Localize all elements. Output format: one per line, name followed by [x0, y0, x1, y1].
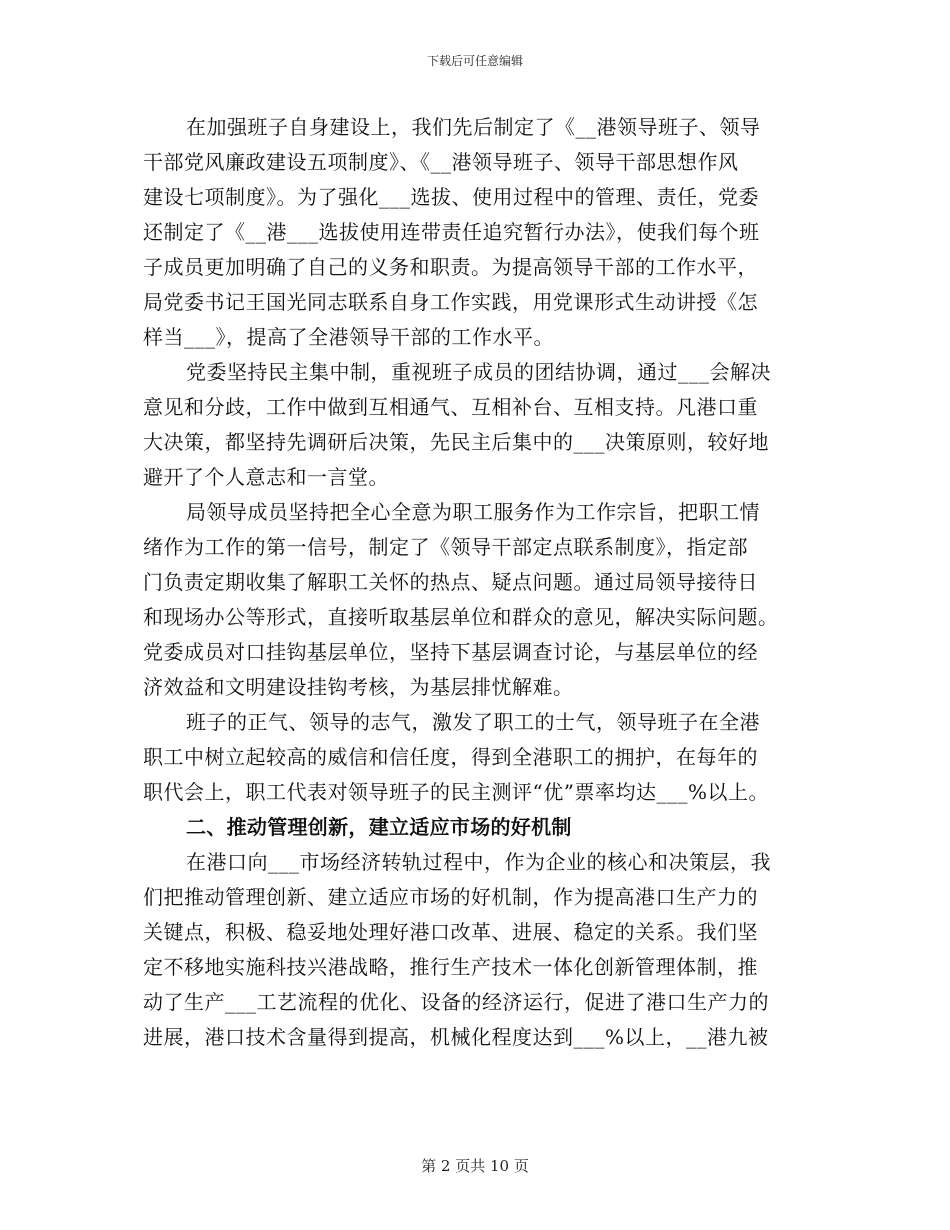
- text-line: 关键点，积极、稳妥地处理好港口改革、进展、稳定的关系。我们坚: [143, 920, 758, 944]
- text-line: 局党委书记王国光同志联系自身工作实践，用党课形式生动讲授《怎: [143, 290, 758, 314]
- text-line: 党委成员对口挂钩基层单位，坚持下基层调查讨论，与基层单位的经: [143, 640, 758, 664]
- text-line: 定不移地实施科技兴港战略，推行生产技术一体化创新管理体制，推: [143, 955, 758, 979]
- text-line: 在港口向___市场经济转轨过程中，作为企业的核心和决策层，我: [186, 850, 771, 874]
- text-line: 样当___》，提高了全港领导干部的工作水平。: [143, 325, 554, 349]
- text-line: 在加强班子自身建设上，我们先后制定了《__港领导班子、领导: [186, 115, 761, 139]
- text-line: 党委坚持民主集中制，重视班子成员的团结协调，通过___会解决: [186, 360, 771, 384]
- text-line: 建设七项制度》。为了强化___选拔、使用过程中的管理、责任，党委: [143, 185, 759, 209]
- document-body: [143, 110, 823, 1055]
- text-line: 进展，港口技术含量得到提高，机械化程度达到___%以上，__港九被: [143, 1025, 769, 1049]
- text-line: 绪作为工作的第一信号，制定了《领导干部定点联系制度》，指定部: [143, 535, 748, 559]
- text-line: 干部党风廉政建设五项制度》、《__港领导班子、领导干部思想作风: [143, 150, 739, 174]
- text-line: 职工中树立起较高的威信和信任度，得到全港职工的拥护，在每年的: [143, 745, 758, 769]
- text-line: 大决策，都坚持先调研后决策，先民主后集中的___决策原则，较好地: [143, 430, 769, 454]
- text-line: 济效益和文明建设挂钩考核，为基层排忧解难。: [143, 675, 574, 699]
- text-line: 局领导成员坚持把全心全意为职工服务作为工作宗旨，把职工情: [186, 500, 760, 524]
- section-heading: 二、推动管理创新，建立适应市场的好机制: [186, 815, 572, 839]
- text-line: 班子的正气、领导的志气，激发了职工的士气，领导班子在全港: [186, 710, 760, 734]
- text-line: 门负责定期收集了解职工关怀的热点、疑点问题。通过局领导接待日: [143, 570, 758, 594]
- text-line: 意见和分歧，工作中做到互相通气、互相补台、互相支持。凡港口重: [143, 395, 758, 419]
- text-line: 职代会上，职工代表对领导班子的民主测评“优”票率均达___%以上。: [143, 780, 769, 804]
- text-line: 们把推动管理创新、建立适应市场的好机制，作为提高港口生产力的: [143, 885, 758, 909]
- text-line: 和现场办公等形式，直接听取基层单位和群众的意见，解决实际问题。: [143, 605, 779, 629]
- text-line: 动了生产___工艺流程的优化、设备的经济运行，促进了港口生产力的: [143, 990, 769, 1014]
- text-line: 还制定了《__港___选拔使用连带责任追究暂行办法》，使我们每个班: [143, 220, 760, 244]
- text-line: 子成员更加明确了自己的义务和职责。为提高领导干部的工作水平，: [143, 255, 758, 279]
- page-header: 下载后可任意编辑: [426, 54, 523, 68]
- page-footer: 第 2 页共 10 页: [421, 1157, 529, 1175]
- text-line: 避开了个人意志和一言堂。: [143, 465, 389, 489]
